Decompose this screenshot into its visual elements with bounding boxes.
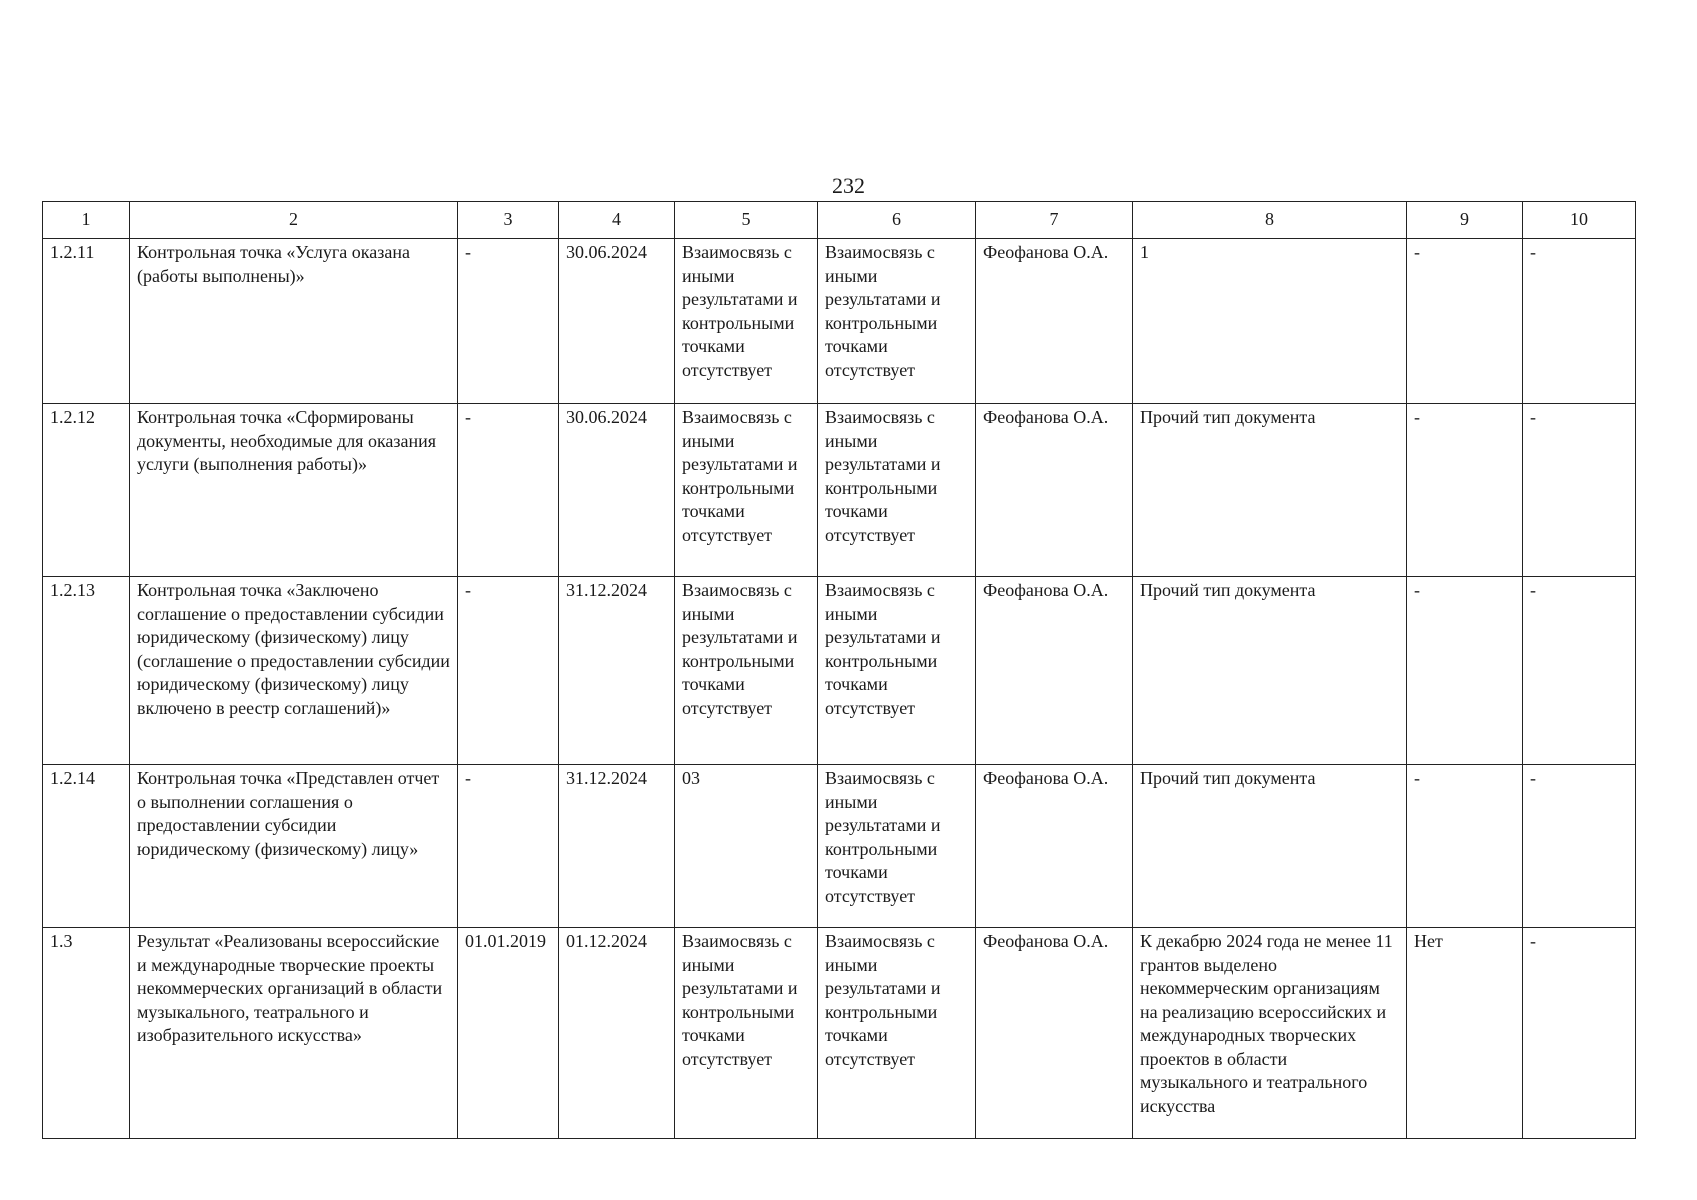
column-9-value: - (1407, 239, 1523, 404)
document-type: 1 (1133, 239, 1407, 404)
column-10-value: - (1523, 239, 1636, 404)
relation-cell: Взаимосвязь с иными результатами и контрольными точками отсутствует (818, 239, 976, 404)
column-header: 8 (1133, 202, 1407, 239)
document-type: Прочий тип документа (1133, 577, 1407, 765)
item-name: Контрольная точка «Представлен отчет о выполнении соглашения о предоставлении субсидии юридическому (физическому) лицу» (130, 765, 458, 928)
relation-cell: Взаимосвязь с иными результатами и контрольными точками отсутствует (818, 928, 976, 1139)
relation-cell: Взаимосвязь с иными результатами и контрольными точками отсутствует (818, 765, 976, 928)
end-date: 01.12.2024 (559, 928, 675, 1139)
result-description: К декабрю 2024 года не менее 11 грантов выделено некоммерческим организациям на реализацию всероссийских и международных творческих проектов в области музыкального и театрального искусства (1133, 928, 1407, 1139)
table-row (43, 577, 1636, 765)
table-row (43, 404, 1636, 577)
row-number: 1.2.14 (43, 765, 130, 928)
end-date: 30.06.2024 (559, 404, 675, 577)
start-date: - (458, 239, 559, 404)
end-date: 31.12.2024 (559, 577, 675, 765)
document-type: Прочий тип документа (1133, 765, 1407, 928)
responsible-person: Феофанова О.А. (976, 239, 1133, 404)
responsible-person: Феофанова О.А. (976, 928, 1133, 1139)
relation-cell: Взаимосвязь с иными результатами и контрольными точками отсутствует (818, 577, 976, 765)
start-date: - (458, 765, 559, 928)
start-date: 01.01.2019 (458, 928, 559, 1139)
table-header-row (43, 202, 1636, 239)
responsible-person: Феофанова О.А. (976, 765, 1133, 928)
column-9-value: - (1407, 577, 1523, 765)
column-header: 2 (130, 202, 458, 239)
item-name: Контрольная точка «Услуга оказана (работы выполнены)» (130, 239, 458, 404)
table-row (43, 928, 1636, 1139)
column-9-value: - (1407, 765, 1523, 928)
column-10-value: - (1523, 765, 1636, 928)
column-header: 6 (818, 202, 976, 239)
item-name: Результат «Реализованы всероссийские и международные творческие проекты некоммерческих организаций в области музыкального, театрального и изобразительного искусства» (130, 928, 458, 1139)
responsible-person: Феофанова О.А. (976, 404, 1133, 577)
column-header: 3 (458, 202, 559, 239)
column-header: 1 (43, 202, 130, 239)
column-header: 7 (976, 202, 1133, 239)
row-number: 1.2.11 (43, 239, 130, 404)
start-date: - (458, 404, 559, 577)
document-type: Прочий тип документа (1133, 404, 1407, 577)
end-date: 30.06.2024 (559, 239, 675, 404)
relation-cell: Взаимосвязь с иными результатами и контрольными точками отсутствует (675, 239, 818, 404)
table-row (43, 239, 1636, 404)
table-row (43, 765, 1636, 928)
plan-table (42, 201, 1636, 1139)
row-number: 1.3 (43, 928, 130, 1139)
relation-cell: Взаимосвязь с иными результатами и контрольными точками отсутствует (818, 404, 976, 577)
row-number: 1.2.13 (43, 577, 130, 765)
column-header: 4 (559, 202, 675, 239)
start-date: - (458, 577, 559, 765)
column-header: 5 (675, 202, 818, 239)
relation-cell: Взаимосвязь с иными результатами и контрольными точками отсутствует (675, 404, 818, 577)
item-name: Контрольная точка «Заключено соглашение о предоставлении субсидии юридическому (физическому) лицу (соглашение о предоставлении субсидии юридическому (физическому) лицу включено в реестр соглашений)» (130, 577, 458, 765)
column-10-value: - (1523, 404, 1636, 577)
page-number: 232 (832, 173, 865, 198)
responsible-person: Феофанова О.А. (976, 577, 1133, 765)
relation-cell: 03 (675, 765, 818, 928)
column-9-value: Нет (1407, 928, 1523, 1139)
column-10-value: - (1523, 928, 1636, 1139)
end-date: 31.12.2024 (559, 765, 675, 928)
relation-cell: Взаимосвязь с иными результатами и контрольными точками отсутствует (675, 577, 818, 765)
item-name: Контрольная точка «Сформированы документы, необходимые для оказания услуги (выполнения работы)» (130, 404, 458, 577)
column-10-value: - (1523, 577, 1636, 765)
column-header: 9 (1407, 202, 1523, 239)
row-number: 1.2.12 (43, 404, 130, 577)
column-header: 10 (1523, 202, 1636, 239)
column-9-value: - (1407, 404, 1523, 577)
relation-cell: Взаимосвязь с иными результатами и контрольными точками отсутствует (675, 928, 818, 1139)
